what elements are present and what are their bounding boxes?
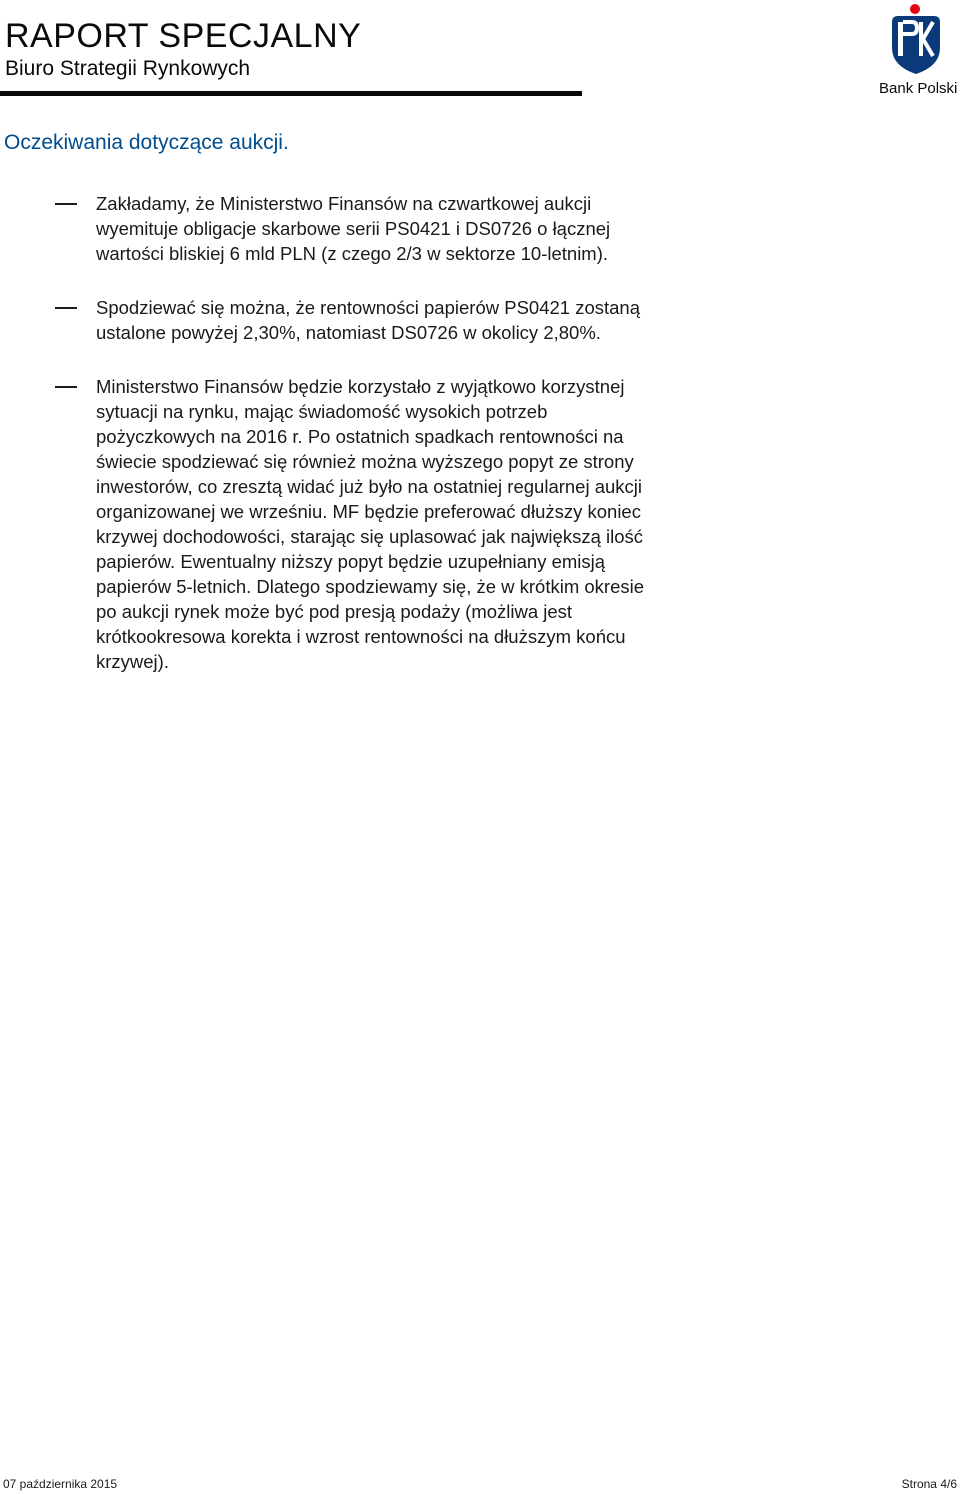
report-subtitle: Biuro Strategii Rynkowych [5, 57, 251, 80]
report-title: RAPORT SPECJALNY [5, 17, 362, 55]
footer-date: 07 października 2015 [3, 1477, 118, 1491]
dash-bullet-icon [55, 203, 77, 205]
dash-bullet-icon [55, 307, 77, 309]
list-item [0, 295, 656, 345]
header-divider [0, 91, 582, 96]
bullet-text: Zakładamy, że Ministerstwo Finansów na czwartkowej aukcji wyemituje obligacje skarbowe serii PS0421 i DS0726 o łącznej wartości bliskiej 6 mld PLN (z czego 2/3 w sektorze 10-letnim). [96, 193, 611, 264]
bullet-list [0, 191, 960, 703]
page-number: Strona 4/6 [901, 1477, 957, 1491]
list-item [0, 374, 656, 674]
bullet-text: Ministerstwo Finansów będzie korzystało z wyjątkowo korzystnej sytuacji na rynku, mając świadomość wysokich potrzeb pożyczkowych na 2016 r. Po ostatnich spadkach rentowności na świecie spodziewać się również można wyższego popyt ze strony inwestorów, co zresztą widać już było na ostatniej regularnej aukcji organizowanej we wrześniu. MF będzie preferować dłuższy koniec krzywej dochodowości, starając się uplasować jak największą ilość papierów. Ewentualny niższy popyt będzie uzupełniany emisją papierów 5-letnich. Dlatego spodziewamy się, że w krótkim okresie po aukcji rynek może być pod presją podaży (możliwa jest krótkookresowa korekta i wzrost rentowności na dłuższym końcu krzywej). [96, 376, 645, 672]
list-item [0, 191, 656, 266]
dash-bullet-icon [55, 386, 77, 388]
pko-bank-polski-logo-icon [886, 0, 946, 75]
section-heading: Oczekiwania dotyczące aukcji. [4, 131, 289, 154]
bullet-text: Spodziewać się można, że rentowności papierów PS0421 zostaną ustalone powyżej 2,30%, natomiast DS0726 w okolicy 2,80%. [96, 297, 641, 343]
logo-caption: Bank Polski [879, 80, 958, 97]
